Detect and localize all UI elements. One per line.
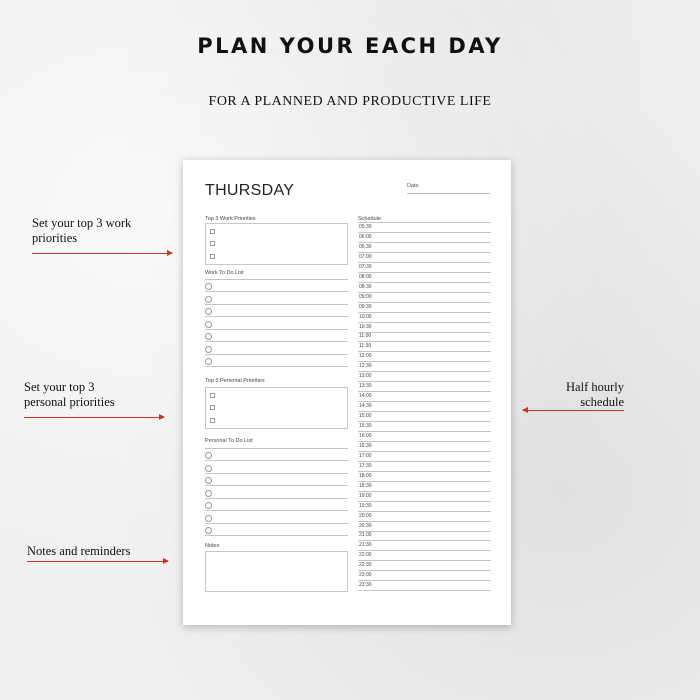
personal-priority-checkbox[interactable] <box>210 418 215 423</box>
schedule-time: 10:30 <box>359 323 372 330</box>
schedule-slot-line[interactable] <box>358 272 491 273</box>
schedule-time: 17:00 <box>359 452 372 459</box>
notes-label: Notes <box>205 543 220 549</box>
callout-personal-priorities-line2: personal priorities <box>24 395 115 409</box>
work-todo-checkbox[interactable] <box>205 308 212 315</box>
arrow-personal-priorities <box>24 417 164 418</box>
schedule-time: 06:30 <box>359 243 372 250</box>
schedule-time: 23:30 <box>359 582 372 589</box>
schedule-slot-line[interactable] <box>358 411 491 412</box>
schedule-time: 16:00 <box>359 432 372 439</box>
work-todo-line[interactable] <box>205 316 348 317</box>
arrow-notes <box>27 561 168 562</box>
schedule-time: 11:30 <box>359 343 372 350</box>
schedule-time: 19:00 <box>359 492 372 499</box>
schedule-time: 05:30 <box>359 224 372 230</box>
arrow-work-priorities <box>32 253 172 254</box>
day-title: THURSDAY <box>205 182 295 199</box>
schedule-time: 17:30 <box>359 462 372 469</box>
arrow-schedule <box>523 410 624 411</box>
schedule-time: 07:30 <box>359 263 372 270</box>
callout-schedule <box>530 380 624 410</box>
work-todo-checkbox[interactable] <box>205 346 212 353</box>
work-todo-checkbox[interactable] <box>205 296 212 303</box>
work-priorities-label: Top 3 Work Priorities <box>205 216 256 222</box>
work-todo-line[interactable] <box>205 341 348 342</box>
schedule-slot-line[interactable] <box>358 560 491 561</box>
callout-work-priorities-line1: Set your top 3 work <box>32 216 132 230</box>
work-todo-line[interactable] <box>205 304 348 305</box>
personal-todo-checkbox[interactable] <box>205 527 212 534</box>
schedule-time: 13:30 <box>359 383 372 390</box>
schedule-time: 09:30 <box>359 303 372 310</box>
work-priority-checkbox[interactable] <box>210 229 215 234</box>
schedule-slot-line[interactable] <box>358 501 491 502</box>
schedule-slot-line[interactable] <box>358 441 491 442</box>
schedule-slot-line[interactable] <box>358 242 491 243</box>
schedule-time: 22:00 <box>359 552 372 559</box>
work-todo-line[interactable] <box>205 366 348 367</box>
schedule-slot-line[interactable] <box>358 322 491 323</box>
schedule-time: 16:30 <box>359 442 372 449</box>
schedule-slot-line[interactable] <box>358 550 491 551</box>
schedule-slot-line[interactable] <box>358 302 491 303</box>
personal-todo-checkbox[interactable] <box>205 465 212 472</box>
work-todo-line[interactable] <box>205 329 348 330</box>
schedule-slot-line[interactable] <box>358 491 491 492</box>
schedule-time: 13:00 <box>359 373 372 380</box>
callout-schedule-line1: Half hourly <box>566 380 624 394</box>
schedule-slot-line[interactable] <box>358 351 491 352</box>
subheadline: FOR A PLANNED AND PRODUCTIVE LIFE <box>208 94 492 109</box>
date-label: Date <box>407 183 419 189</box>
notes-box[interactable] <box>205 551 348 592</box>
schedule-time: 20:00 <box>359 512 372 519</box>
schedule-time: 23:00 <box>359 572 372 579</box>
work-todo-checkbox[interactable] <box>205 283 212 290</box>
schedule-time: 07:00 <box>359 253 372 260</box>
schedule-slot-line[interactable] <box>358 332 491 333</box>
work-todo-checkbox[interactable] <box>205 333 212 340</box>
schedule-slot-line <box>358 222 491 223</box>
callout-personal-priorities-line1: Set your top 3 <box>24 380 95 394</box>
planner-sheet <box>183 160 511 625</box>
personal-priority-checkbox[interactable] <box>210 393 215 398</box>
work-todo-line <box>205 279 348 280</box>
schedule-time: 19:30 <box>359 502 372 509</box>
schedule-slot-line[interactable] <box>358 471 491 472</box>
schedule-slot-line[interactable] <box>358 481 491 482</box>
schedule-slot-line[interactable] <box>358 391 491 392</box>
schedule-time: 18:00 <box>359 472 372 479</box>
schedule-time: 21:30 <box>359 542 372 549</box>
schedule-time: 11:00 <box>359 333 372 340</box>
date-field[interactable] <box>407 193 490 194</box>
schedule-slot-line[interactable] <box>358 232 491 233</box>
schedule-time: 14:30 <box>359 403 372 410</box>
schedule-time: 15:30 <box>359 423 372 429</box>
schedule-slot-line[interactable] <box>358 282 491 283</box>
callout-schedule-line2: schedule <box>580 395 624 409</box>
schedule-slot-line[interactable] <box>358 540 491 541</box>
personal-priority-checkbox[interactable] <box>210 405 215 410</box>
work-todo-label: Work To Do List <box>205 270 244 276</box>
schedule-time: 18:30 <box>359 482 372 489</box>
schedule-slot-line[interactable] <box>358 590 491 591</box>
schedule-time: 20:30 <box>359 522 372 529</box>
schedule-slot-line[interactable] <box>358 381 491 382</box>
personal-todo-line[interactable] <box>205 510 348 511</box>
work-todo-line[interactable] <box>205 354 348 355</box>
work-priority-checkbox[interactable] <box>210 241 215 246</box>
schedule-time: 08:00 <box>359 273 372 280</box>
callout-notes: Notes and reminders <box>27 544 131 558</box>
schedule-time: 12:00 <box>359 353 372 360</box>
schedule-slot-line[interactable] <box>358 431 491 432</box>
personal-todo-line <box>205 448 348 449</box>
headline: PLAN YOUR EACH DAY <box>197 34 503 58</box>
personal-todo-line[interactable] <box>205 498 348 499</box>
schedule-slot-line[interactable] <box>358 262 491 263</box>
personal-todo-checkbox[interactable] <box>205 490 212 497</box>
work-priority-checkbox[interactable] <box>210 254 215 259</box>
schedule-time: 14:00 <box>359 393 372 400</box>
personal-todo-line[interactable] <box>205 485 348 486</box>
schedule-slot-line[interactable] <box>358 570 491 571</box>
schedule-time: 09:00 <box>359 293 372 300</box>
work-todo-checkbox[interactable] <box>205 321 212 328</box>
work-priorities-box <box>205 223 348 265</box>
callout-work-priorities <box>32 216 131 246</box>
schedule-time: 10:00 <box>359 313 372 320</box>
personal-todo-checkbox[interactable] <box>205 515 212 522</box>
callout-personal-priorities <box>24 380 115 410</box>
personal-todo-checkbox[interactable] <box>205 452 212 459</box>
schedule-slot-line[interactable] <box>358 421 491 422</box>
schedule-label: Schedule <box>358 216 381 222</box>
schedule-slot-line[interactable] <box>358 451 491 452</box>
personal-priorities-label: Top 3 Personal Priorities <box>205 378 265 384</box>
schedule-time: 08:30 <box>359 283 372 290</box>
schedule-slot-line[interactable] <box>358 401 491 402</box>
personal-todo-line[interactable] <box>205 473 348 474</box>
schedule-slot-line[interactable] <box>358 511 491 512</box>
schedule-slot-line[interactable] <box>358 531 491 532</box>
personal-todo-checkbox[interactable] <box>205 477 212 484</box>
personal-todo-line[interactable] <box>205 535 348 536</box>
schedule-slot-line[interactable] <box>358 521 491 522</box>
work-todo-line[interactable] <box>205 291 348 292</box>
personal-todo-line[interactable] <box>205 460 348 461</box>
schedule-time: 12:30 <box>359 363 372 370</box>
schedule-slot-line[interactable] <box>358 252 491 253</box>
schedule-slot-line[interactable] <box>358 312 491 313</box>
schedule-time: 22:30 <box>359 562 372 569</box>
personal-todo-checkbox[interactable] <box>205 502 212 509</box>
schedule-slot-line[interactable] <box>358 371 491 372</box>
schedule-time: 21:00 <box>359 532 372 539</box>
schedule-time: 06:00 <box>359 233 372 240</box>
work-todo-checkbox[interactable] <box>205 358 212 365</box>
personal-todo-label: Personal To Do List <box>205 438 253 444</box>
schedule-slot-line[interactable] <box>358 292 491 293</box>
schedule-slot-line[interactable] <box>358 461 491 462</box>
schedule-slot-line[interactable] <box>358 580 491 581</box>
personal-todo-line[interactable] <box>205 523 348 524</box>
schedule-slot-line[interactable] <box>358 361 491 362</box>
callout-work-priorities-line2: priorities <box>32 231 78 245</box>
personal-priorities-box <box>205 387 348 429</box>
schedule-time: 15:00 <box>359 413 372 420</box>
schedule-slot-line[interactable] <box>358 341 491 342</box>
